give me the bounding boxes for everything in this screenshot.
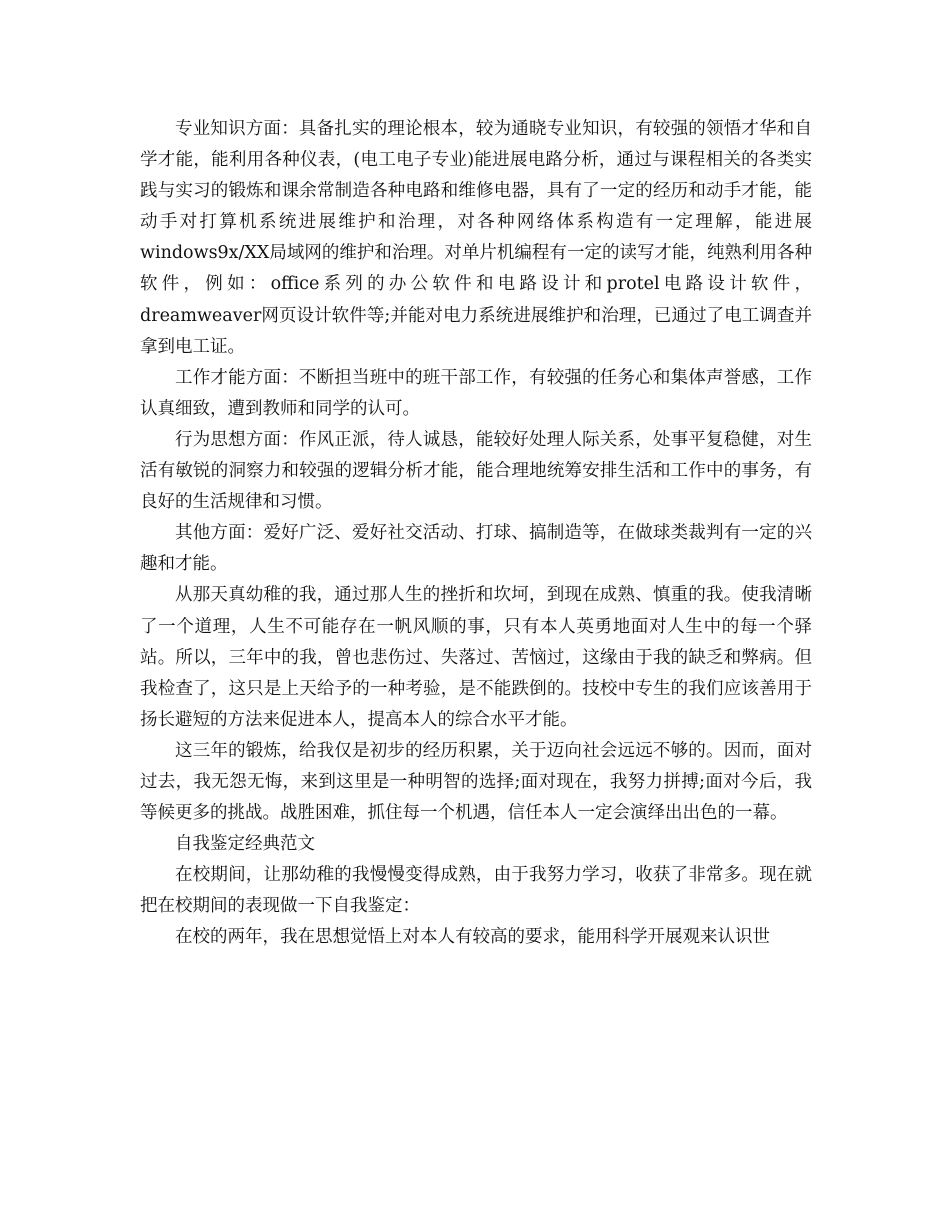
paragraph-school-period: 在校期间，让那幼稚的我慢慢变得成熟，由于我努力学习，收获了非常多。现在就把在校期间的表现做一下自我鉴定： (140, 865, 812, 917)
document-body (140, 114, 812, 954)
paragraph-three-years: 这三年的锻炼，给我仅是初步的经历积累，关于迈向社会远远不够的。因而，面对过去，我无怨无悔，来到这里是一种明智的选择;面对现在，我努力拼搏;面对今后，我等候更多的挑战。战胜困难，抓住每一个机遇，信任本人一定会演绎出出色的一幕。 (140, 740, 812, 824)
paragraph-work-ability: 工作才能方面：不断担当班中的班干部工作，有较强的任务心和集体声誉感，工作认真细致，遭到教师和同学的认可。 (140, 367, 812, 419)
paragraph-growth: 从那天真幼稚的我，通过那人生的挫折和坎坷，到现在成熟、慎重的我。使我清晰了一个道理，人生不可能存在一帆风顺的事，只有本人英勇地面对人生中的每一个驿站。所以，三年中的我，曾也悲伤过、失落过、苦恼过，这缘由于我的缺乏和弊病。但我检查了，这只是上天给予的一种考验，是不能跌倒的。技校中专生的我们应该善用于扬长避短的方法来促进本人，提高本人的综合水平才能。 (140, 585, 812, 730)
paragraph-conduct-thought: 行为思想方面：作风正派，待人诚恳，能较好处理人际关系，处事平复稳健，对生活有敏锐的洞察力和较强的逻辑分析才能，能合理地统筹安排生活和工作中的事务，有良好的生活规律和习惯。 (140, 429, 812, 513)
paragraph-other-aspects: 其他方面：爱好广泛、爱好社交活动、打球、搞制造等，在做球类裁判有一定的兴趣和才能。 (140, 523, 812, 575)
paragraph-two-years: 在校的两年，我在思想觉悟上对本人有较高的要求，能用科学开展观来认识世 (175, 927, 770, 948)
paragraph-professional-knowledge: 专业知识方面：具备扎实的理论根本，较为通晓专业知识，有较强的领悟才华和自学才能，能利用各种仪表，(电工电子专业)能进展电路分析，通过与课程相关的各类实践与实习的锻炼和课余常制造各种电路和维修电器，具有了一定的经历和动手才能，能动手对打算机系统进展维护和治理，对各种网络体系构造有一定理解，能进展windows9x/XX局域网的维护和治理。对单片机编程有一定的读写才能，纯熟利用各种软件，例如：office系列的办公软件和电路设计和protel电路设计软件，dreamweaver网页设计软件等;并能对电力系统进展维护和治理，已通过了电工调查并拿到电工证。 (140, 119, 812, 357)
section-heading: 自我鉴定经典范文 (175, 834, 315, 855)
